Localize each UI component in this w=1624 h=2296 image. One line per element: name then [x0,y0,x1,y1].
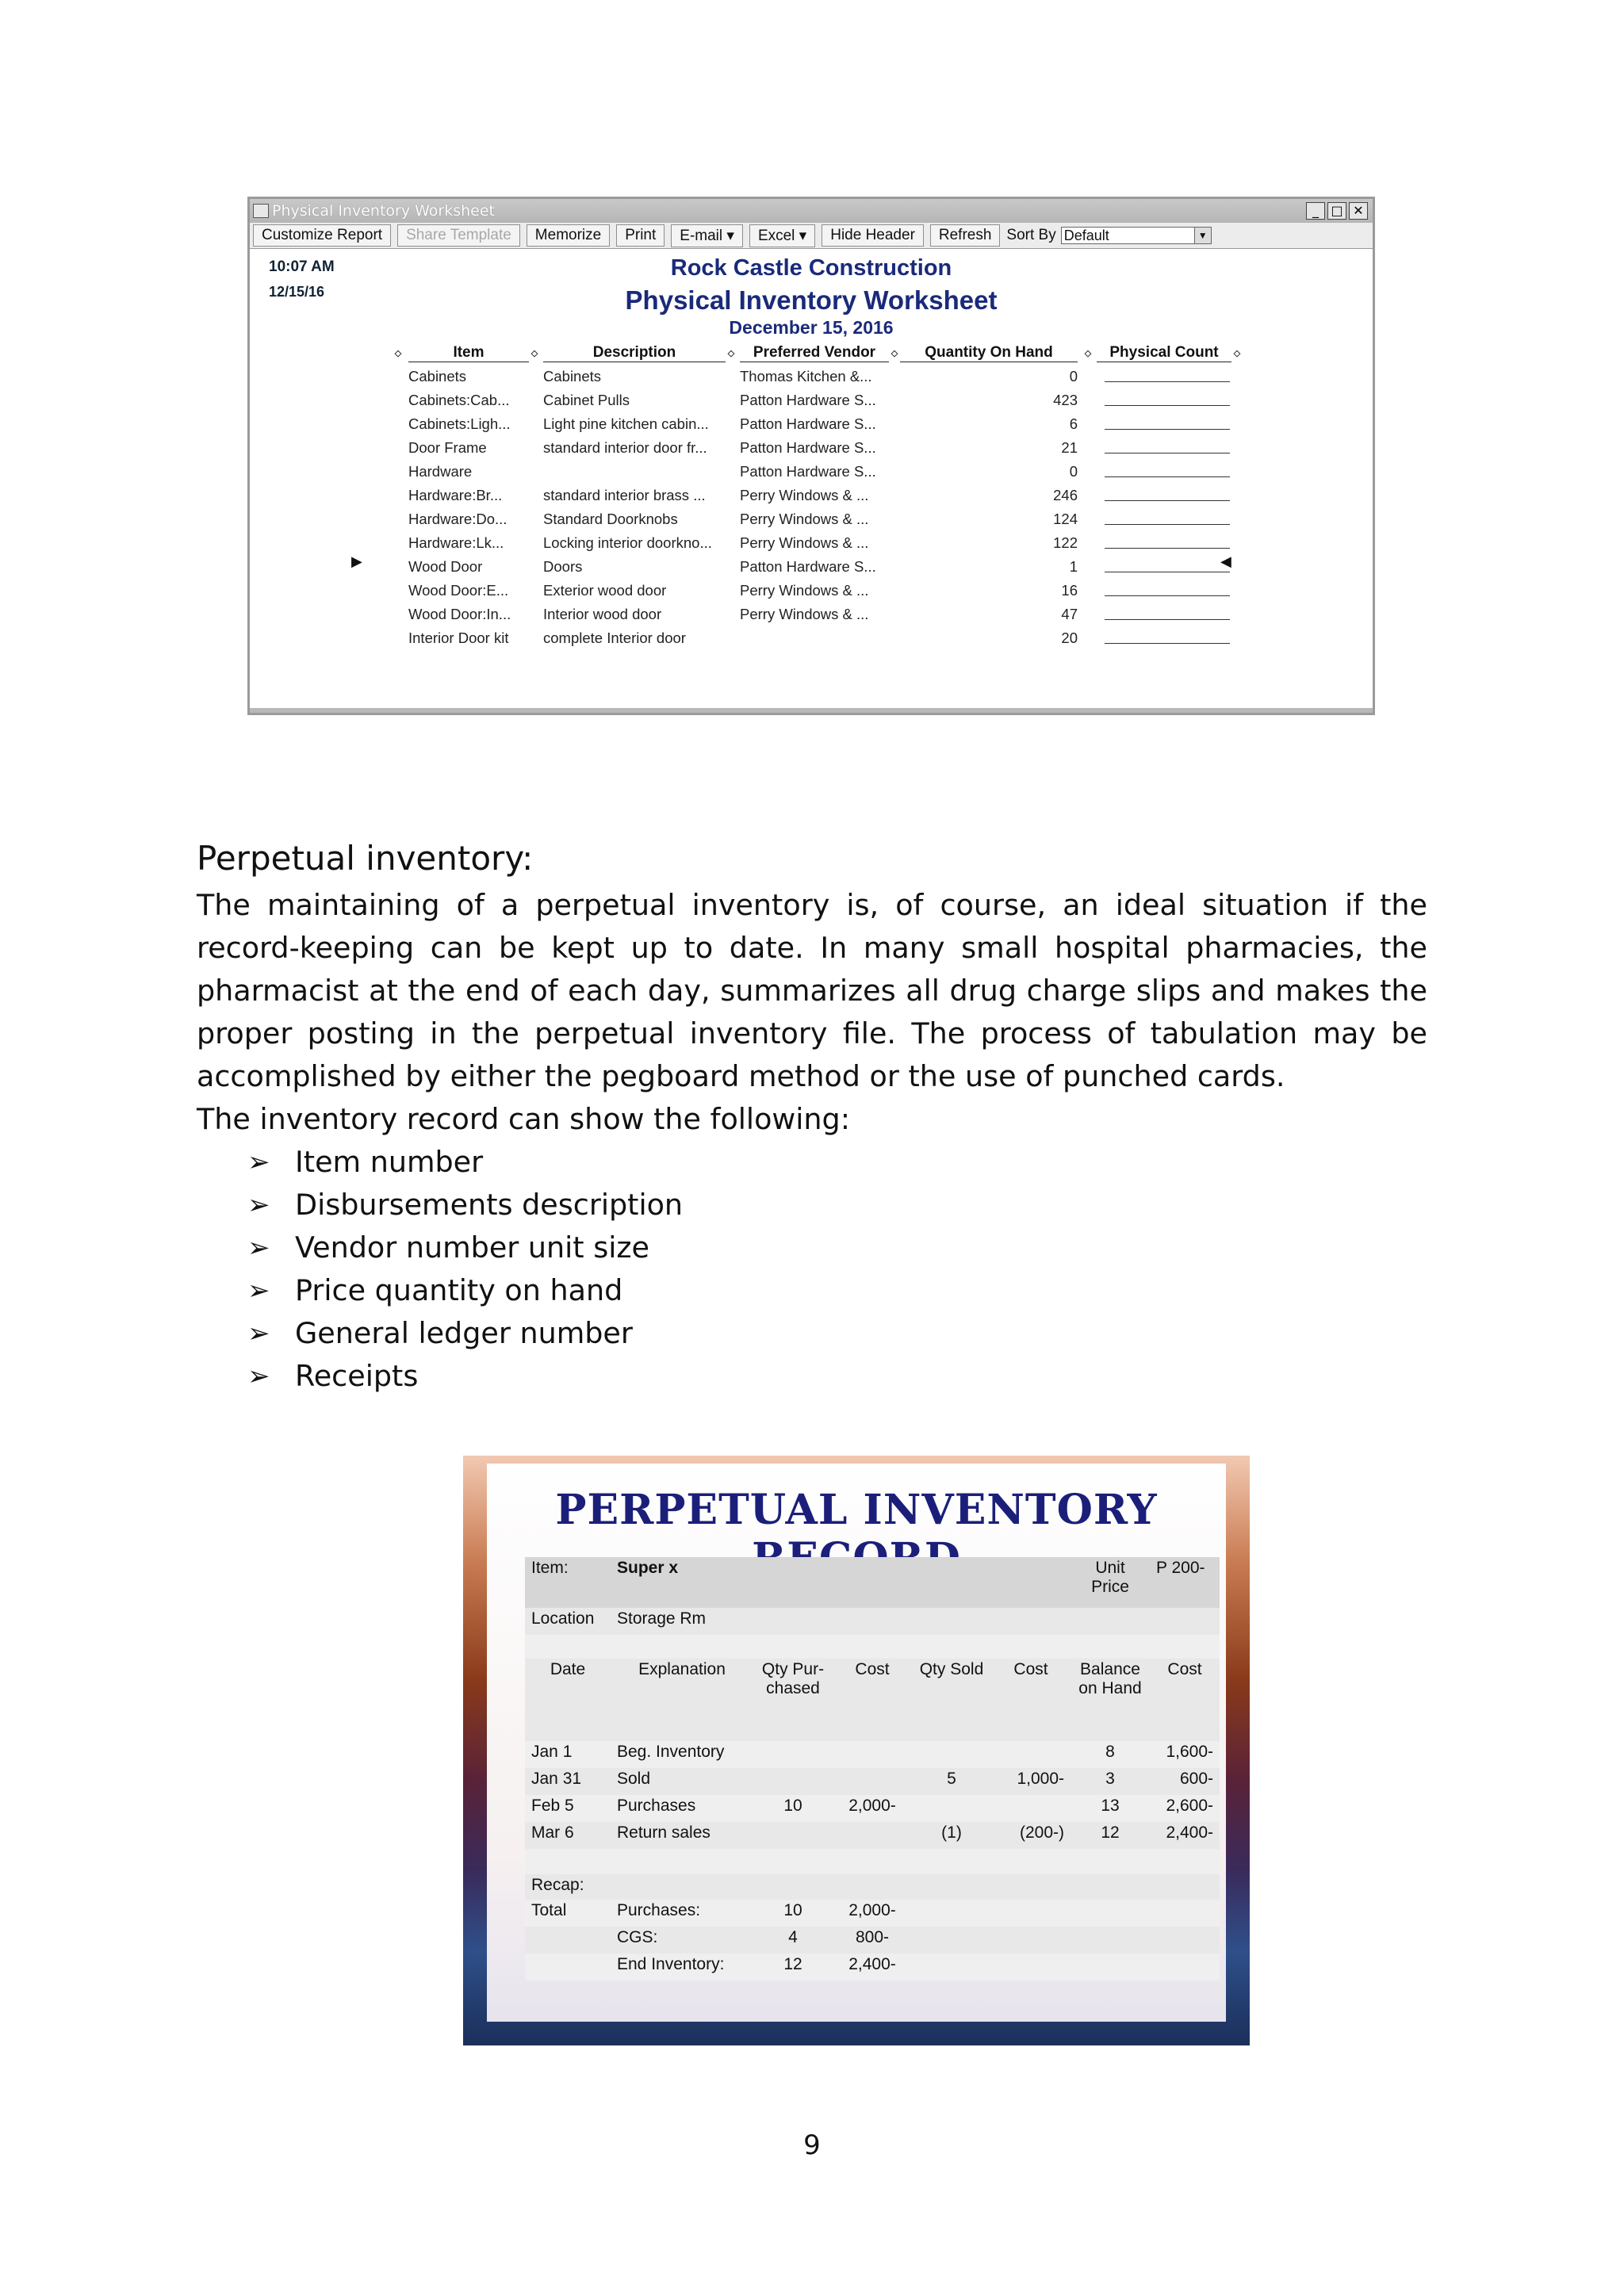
cell-item: Wood Door:E... [408,582,509,599]
hide-header-button[interactable]: Hide Header [822,224,924,247]
section-heading: Perpetual inventory: [197,839,534,878]
column-header-qty[interactable]: Quantity On Hand [900,344,1078,362]
window-title: Physical Inventory Worksheet [272,202,496,220]
recap-qty: 12 [753,1954,833,1980]
column-handle-icon[interactable]: ◇ [530,348,538,358]
section-intro: The inventory record can show the following: [197,1102,850,1136]
cell-vendor: Patton Hardware S... [740,558,876,575]
count-entry-line [1105,643,1230,644]
cell-date: Mar 6 [525,1822,611,1849]
cell-qty-purchased [753,1822,833,1849]
section-paragraph: The maintaining of a perpetual inventory is, of course, an ideal situation if the record-keeping can be kept up to date. In many small hospital pharmacies, the pharmacist at the end of each day, summarizes all drug charge slips and makes the proper posting in the perpetual inventory file. The process of tabulation may be accomplished by either the pegboard method or the use of punched cards. [197,888,1427,1093]
cell-cost-purchased [833,1741,912,1768]
list-item [247,1269,1427,1312]
cell-cost-sold: 1,000- [991,1768,1071,1795]
cell-cost-purchased: 2,000- [833,1795,912,1822]
chevron-down-icon[interactable]: ▼ [1194,228,1211,243]
table-row [525,1795,1220,1822]
cell-item: Wood Door:In... [408,606,511,622]
item-value: Super x [611,1557,753,1608]
cell-item: Hardware:Do... [408,511,508,527]
cell-item: Hardware:Lk... [408,534,504,551]
cell-physical-count[interactable] [1094,515,1246,525]
header-balance: Balance on Hand [1071,1659,1150,1741]
refresh-button[interactable]: Refresh [930,224,1001,247]
record-table [525,1557,1220,1980]
close-icon[interactable]: ✕ [1349,202,1368,220]
header-qty-purchased: Qty Pur-chased [753,1659,833,1741]
cell-item: Interior Door kit [408,629,509,646]
header-date: Date [525,1659,611,1741]
cell-vendor: Thomas Kitchen &... [740,368,872,385]
cell-qty-sold: 5 [912,1768,991,1795]
empty-cell [991,1954,1071,1980]
count-entry-line [1105,500,1230,501]
cell-qty-sold [912,1741,991,1768]
table-row[interactable] [393,484,1246,507]
count-entry-line [1105,429,1230,430]
list-item [247,1184,1427,1226]
count-entry-line [1105,595,1230,596]
cell-item: Hardware:Br... [408,487,503,503]
page-number: 9 [803,2130,821,2161]
window-bottom-edge [250,708,1373,713]
cell-balance: 12 [1071,1822,1150,1849]
cell-cost-balance: 2,600- [1150,1795,1220,1822]
cell-item: Door Frame [408,439,487,456]
recap-rows [525,1900,1220,1980]
cell-description: standard interior brass ... [543,487,706,503]
sort-by-value: Default [1063,227,1109,243]
header-cost-sold: Cost [991,1659,1071,1741]
record-rows [525,1741,1220,1849]
cell-cost-balance: 2,400- [1150,1822,1220,1849]
print-button[interactable]: Print [616,224,665,247]
perpetual-record-image [463,1456,1250,2045]
list-item-text: Disbursements description [295,1188,684,1222]
recap-cost: 2,400- [833,1954,912,1980]
cell-vendor: Perry Windows & ... [740,487,869,503]
cell-vendor: Perry Windows & ... [740,606,869,622]
column-handle-icon[interactable]: ◇ [394,348,402,358]
report-title: Physical Inventory Worksheet [625,285,998,315]
column-handle-icon[interactable]: ◇ [1084,348,1092,358]
recap-label: Recap: [525,1874,611,1900]
list-item-text: Item number [295,1145,484,1179]
recap-label-cell: Purchases: [611,1900,753,1927]
customize-report-button[interactable]: Customize Report [253,224,391,247]
cell-cost-purchased [833,1822,912,1849]
cell-balance: 13 [1071,1795,1150,1822]
column-handle-icon[interactable]: ◇ [1233,348,1241,358]
cell-qty-purchased [753,1741,833,1768]
arrow-bullet-icon: ➢ [247,1360,270,1392]
cell-item: Hardware [408,463,473,480]
empty-cell [1071,1927,1150,1954]
email-button[interactable]: E-mail ▾ [671,224,743,247]
cell-description: Cabinet Pulls [543,392,630,408]
column-handle-icon[interactable]: ◇ [891,348,898,358]
item-label: Item: [525,1557,611,1608]
unit-price-value: P 200- [1150,1557,1220,1608]
table-row[interactable] [393,388,1246,412]
count-entry-line [1105,405,1230,406]
cell-physical-count[interactable] [1094,491,1246,501]
cell-physical-count[interactable] [1094,419,1246,430]
cell-quantity: 6 [1069,415,1078,432]
list-item [247,1226,1427,1269]
header-explanation: Explanation [611,1659,753,1741]
report-toolbar [250,223,1373,249]
cell-vendor: Patton Hardware S... [740,415,876,432]
cell-explanation: Sold [611,1768,753,1795]
arrow-bullet-icon: ➢ [247,1232,270,1264]
recap-cost: 2,000- [833,1900,912,1927]
cell-quantity: 1 [1069,558,1078,575]
cell-description: Doors [543,558,583,575]
cell-physical-count[interactable] [1094,443,1246,453]
cell-quantity: 47 [1061,606,1078,622]
table-row[interactable] [393,436,1246,460]
list-item-text: Price quantity on hand [295,1273,623,1307]
cell-description: complete Interior door [543,629,686,646]
location-label: Location [525,1608,611,1635]
report-date: December 15, 2016 [729,317,894,338]
empty-cell [525,1927,611,1954]
column-header-description[interactable]: Description [543,344,726,362]
empty-cell [991,1927,1071,1954]
cell-description: Standard Doorknobs [543,511,678,527]
cell-quantity: 122 [1053,534,1078,551]
cell-date: Jan 1 [525,1741,611,1768]
worksheet-grid [393,341,1246,650]
cell-item: Cabinets:Ligh... [408,415,511,432]
empty-cell [1150,1954,1220,1980]
list-item-text: Vendor number unit size [295,1230,649,1265]
column-header-item[interactable]: Item [408,344,529,362]
table-row[interactable] [393,412,1246,436]
empty-cell [912,1954,991,1980]
empty-cell [912,1900,991,1927]
report-date-short: 12/15/16 [269,284,325,300]
arrow-bullet-icon: ➢ [247,1146,270,1178]
cell-quantity: 0 [1069,463,1078,480]
recap-cost: 800- [833,1927,912,1954]
cell-description: standard interior door fr... [543,439,707,456]
cell-vendor: Patton Hardware S... [740,463,876,480]
grid-rows [393,365,1246,650]
empty-cell [1071,1954,1150,1980]
cell-explanation: Purchases [611,1795,753,1822]
cell-explanation: Beg. Inventory [611,1741,753,1768]
cell-description: Light pine kitchen cabin... [543,415,709,432]
column-header-vendor[interactable]: Preferred Vendor [740,344,889,362]
table-row[interactable] [393,555,1246,579]
cell-balance: 8 [1071,1741,1150,1768]
company-name: Rock Castle Construction [670,255,952,281]
inventory-worksheet-window [247,197,1375,715]
empty-cell [1150,1927,1220,1954]
count-entry-line [1105,619,1230,620]
empty-cell [991,1900,1071,1927]
cell-physical-count[interactable] [1094,372,1246,382]
cell-qty-sold [912,1795,991,1822]
table-row[interactable] [393,507,1246,531]
recap-label-cell: CGS: [611,1927,753,1954]
table-row[interactable] [393,626,1246,650]
empty-cell [1150,1900,1220,1927]
cell-vendor: Perry Windows & ... [740,582,869,599]
minimize-icon[interactable]: _ [1306,202,1325,220]
arrow-bullet-icon: ➢ [247,1275,270,1307]
cell-date: Jan 31 [525,1768,611,1795]
table-row [525,1822,1220,1849]
share-template-button[interactable]: Share Template [397,224,520,247]
header-qty-sold: Qty Sold [912,1659,991,1741]
record-title: PERPETUAL INVENTORY [555,1486,1158,1534]
window-titlebar [250,199,1373,223]
memorize-button[interactable]: Memorize [527,224,610,247]
cell-explanation: Return sales [611,1822,753,1849]
cell-qty-sold: (1) [912,1822,991,1849]
cell-physical-count[interactable] [1094,633,1246,644]
cell-cost-sold [991,1741,1071,1768]
sort-by-label: Sort By [1006,227,1056,243]
recap-qty: 4 [753,1927,833,1954]
location-value: Storage Rm [611,1608,753,1635]
arrow-bullet-icon: ➢ [247,1189,270,1221]
list-item-text: Receipts [295,1359,419,1393]
list-item [247,1312,1427,1355]
cell-qty-purchased [753,1768,833,1795]
cell-description: Locking interior doorkno... [543,534,712,551]
table-row [525,1741,1220,1768]
cell-physical-count[interactable] [1094,610,1246,620]
table-row[interactable] [393,460,1246,484]
cell-quantity: 0 [1069,368,1078,385]
grid-header [393,341,1246,365]
cell-vendor: Patton Hardware S... [740,392,876,408]
count-entry-line [1105,381,1230,382]
bullet-list [197,1141,1427,1398]
cell-quantity: 20 [1061,629,1078,646]
cell-quantity: 124 [1053,511,1078,527]
record-panel [487,1464,1226,2022]
column-handle-icon[interactable]: ◇ [727,348,735,358]
table-row [525,1954,1220,1980]
cell-quantity: 423 [1053,392,1078,408]
cell-vendor: Patton Hardware S... [740,439,876,456]
table-row[interactable] [393,531,1246,555]
cell-quantity: 246 [1053,487,1078,503]
empty-cell [912,1927,991,1954]
sort-by-select[interactable] [1061,227,1212,244]
cell-quantity: 21 [1061,439,1078,456]
cell-physical-count[interactable] [1094,538,1246,549]
cell-item: Cabinets:Cab... [408,392,510,408]
unit-price-label: Unit Price [1071,1557,1150,1608]
count-entry-line [1105,524,1230,525]
perpetual-section [197,839,1427,1398]
cell-quantity: 16 [1061,582,1078,599]
cell-physical-count[interactable] [1094,586,1246,596]
count-entry-line [1105,548,1230,549]
cell-cost-balance: 600- [1150,1768,1220,1795]
table-row[interactable] [393,365,1246,388]
cell-cost-purchased [833,1768,912,1795]
cell-date: Feb 5 [525,1795,611,1822]
excel-button[interactable]: Excel ▾ [749,224,815,247]
window-app-icon [253,204,269,218]
cell-description: Exterior wood door [543,582,667,599]
table-row [525,1768,1220,1795]
cell-item: Wood Door [408,558,483,575]
cell-physical-count[interactable] [1094,467,1246,477]
column-header-physical[interactable]: Physical Count [1097,344,1231,362]
cell-description: Interior wood door [543,606,662,622]
cell-vendor: Perry Windows & ... [740,534,869,551]
list-item-text: General ledger number [295,1316,633,1350]
cell-vendor: Perry Windows & ... [740,511,869,527]
table-row[interactable] [393,603,1246,626]
header-cost-purchased: Cost [833,1659,912,1741]
maximize-icon[interactable]: □ [1327,202,1346,220]
sort-by-control [1006,227,1211,244]
row-marker-left-icon: ▶ [351,553,362,569]
recap-label-cell: End Inventory: [611,1954,753,1980]
count-entry-line [1105,476,1230,477]
total-label: Total [525,1900,611,1927]
cell-balance: 3 [1071,1768,1150,1795]
cell-physical-count[interactable] [1094,396,1246,406]
list-item [247,1355,1427,1398]
empty-cell [1071,1900,1150,1927]
table-row[interactable] [393,579,1246,603]
list-item [247,1141,1427,1184]
table-row [525,1900,1220,1927]
cell-cost-balance: 1,600- [1150,1741,1220,1768]
report-time: 10:07 AM [269,258,335,275]
recap-qty: 10 [753,1900,833,1927]
arrow-bullet-icon: ➢ [247,1318,270,1349]
cell-cost-sold: (200-) [991,1822,1071,1849]
cell-physical-count[interactable] [1094,562,1246,572]
empty-cell [525,1954,611,1980]
cell-item: Cabinets [408,368,467,385]
cell-qty-purchased: 10 [753,1795,833,1822]
table-row [525,1927,1220,1954]
header-cost-balance: Cost [1150,1659,1220,1741]
row-marker-right-icon: ◀ [1220,553,1231,569]
cell-cost-sold [991,1795,1071,1822]
cell-description: Cabinets [543,368,602,385]
